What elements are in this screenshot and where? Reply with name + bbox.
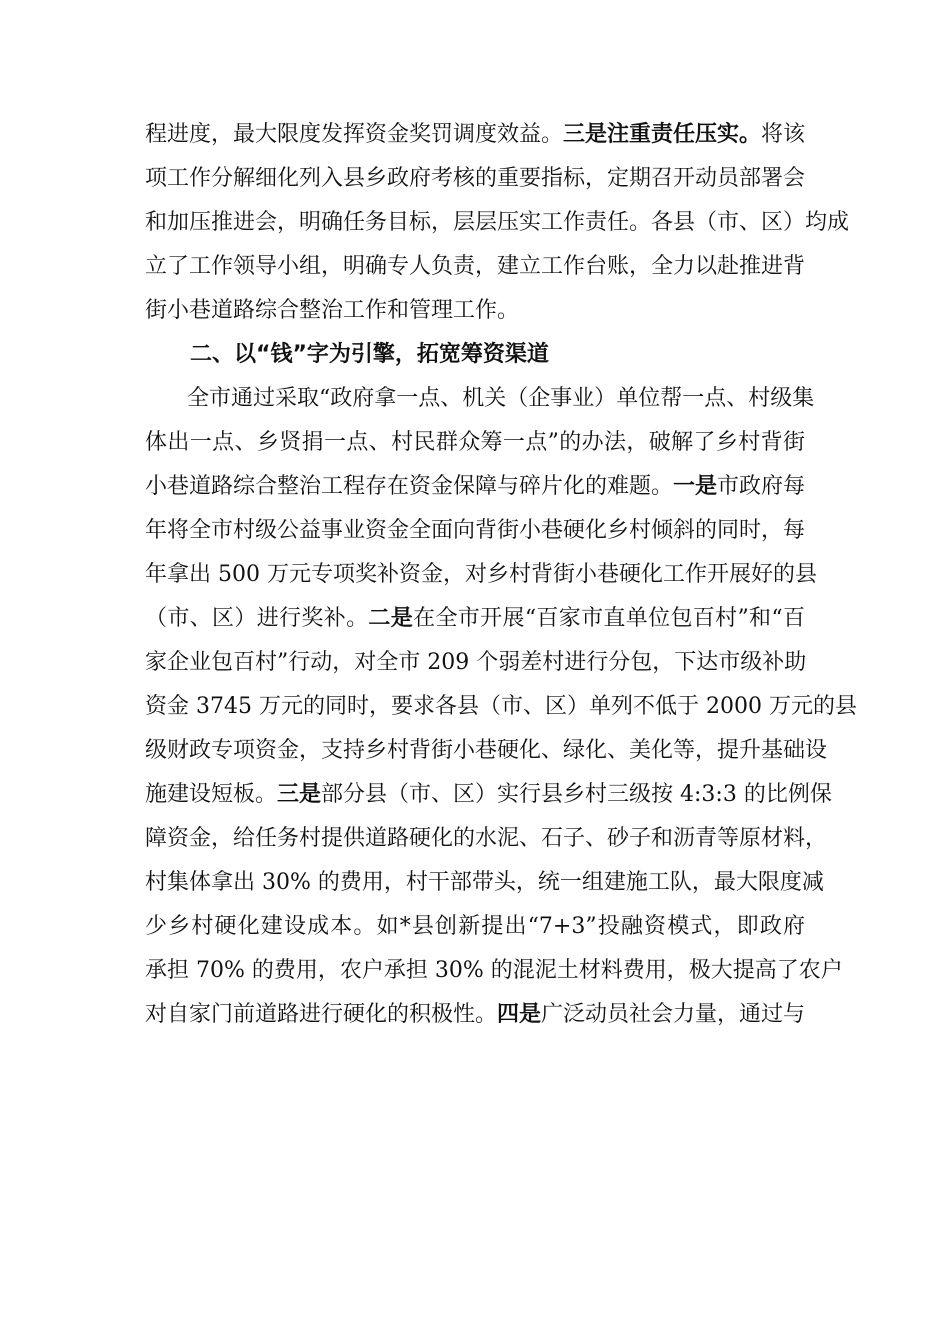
text-line-10: [145, 516, 805, 546]
text-line-12: [145, 604, 805, 634]
text-run: 少乡村硬化建设成本。如*县创新提出“7+3”投融资模式，即政府: [145, 914, 805, 939]
bold-run: 三是: [277, 782, 322, 807]
text-line-16: [145, 780, 832, 810]
bold-run: 二是: [368, 606, 414, 631]
text-run: 项工作分解细化列入县乡政府考核的重要指标，定期召开动员部署会: [145, 166, 806, 191]
text-run: 部分县（市、区）实行县乡村三级按 4:3:3 的比例保: [321, 782, 832, 807]
text-line-5: [145, 296, 805, 326]
text-run: 体出一点、乡贤捐一点、村民群众筹一点”的办法，破解了乡村背街: [145, 430, 805, 455]
text-run: 承担 70% 的费用，农户承担 30% 的混泥土材料费用，极大提高了农户: [145, 958, 843, 983]
text-run: 广泛动员社会力量，通过与: [541, 1002, 806, 1027]
bold-run: 三是注重责任压实。: [563, 122, 762, 147]
text-line-21: [145, 1000, 805, 1030]
text-run: 程进度，最大限度发挥资金奖罚调度效益。: [145, 122, 564, 147]
text-run: 家企业包百村”行动，对全市 209 个弱差村进行分包，下达市级补助: [145, 650, 807, 675]
text-line-19: [145, 912, 805, 942]
text-line-18: [145, 868, 824, 898]
bold-run: 一是: [673, 474, 718, 499]
text-line-3: [145, 208, 850, 238]
bold-run: 四是: [497, 1002, 542, 1027]
text-run: 施建设短板。: [145, 782, 278, 807]
text-run: （市、区）进行奖补。: [145, 606, 369, 631]
text-line-8: [145, 428, 805, 458]
text-line-15: [145, 736, 828, 766]
text-line-2: [145, 164, 805, 194]
section-heading: 二、以“钱”字为引擎，拓宽筹资渠道: [190, 342, 549, 367]
text-line-20: [145, 956, 843, 986]
text-run: 街小巷道路综合整治工作和管理工作。: [145, 298, 520, 323]
text-run: 全市通过采取“政府拿一点、机关（企事业）单位帮一点、村级集: [187, 386, 815, 411]
text-line-1: [145, 120, 805, 150]
text-line-4: [145, 252, 805, 282]
text-run: 年拿出 500 万元专项奖补资金，对乡村背街小巷硬化工作开展好的县: [145, 562, 817, 587]
text-run: 障资金，给任务村提供道路硬化的水泥、石子、砂子和沥青等原材料，: [145, 826, 828, 851]
text-run: 小巷道路综合整治工程存在资金保障与碎片化的难题。: [145, 474, 674, 499]
text-run: 立了工作领导小组，明确专人负责，建立工作台账，全力以赴推进背: [145, 254, 806, 279]
text-run: 村集体拿出 30% 的费用，村干部带头，统一组建施工队，最大限度减: [145, 870, 824, 895]
text-line-13: [145, 648, 805, 678]
text-run: 资金 3745 万元的同时，要求各县（市、区）单列不低于 2000 万元的县: [145, 694, 857, 719]
text-line-11: [145, 560, 817, 590]
text-line-9: [145, 472, 805, 502]
text-line-7: [187, 384, 815, 414]
text-line-17: [145, 824, 828, 854]
text-run: 和加压推进会，明确任务目标，层层压实工作责任。各县（市、区）均成: [145, 210, 850, 235]
text-line-14: [145, 692, 857, 722]
text-run: 年将全市村级公益事业资金全面向背街小巷硬化乡村倾斜的同时，每: [145, 518, 806, 543]
text-run: 在全市开展“百家市直单位包百村”和“百: [413, 606, 805, 631]
text-run: 级财政专项资金，支持乡村背街小巷硬化、绿化、美化等，提升基础设: [145, 738, 828, 763]
text-run: 对自家门前道路进行硬化的积极性。: [145, 1002, 498, 1027]
text-run: 将该: [761, 122, 806, 147]
text-run: 市政府每: [717, 474, 806, 499]
